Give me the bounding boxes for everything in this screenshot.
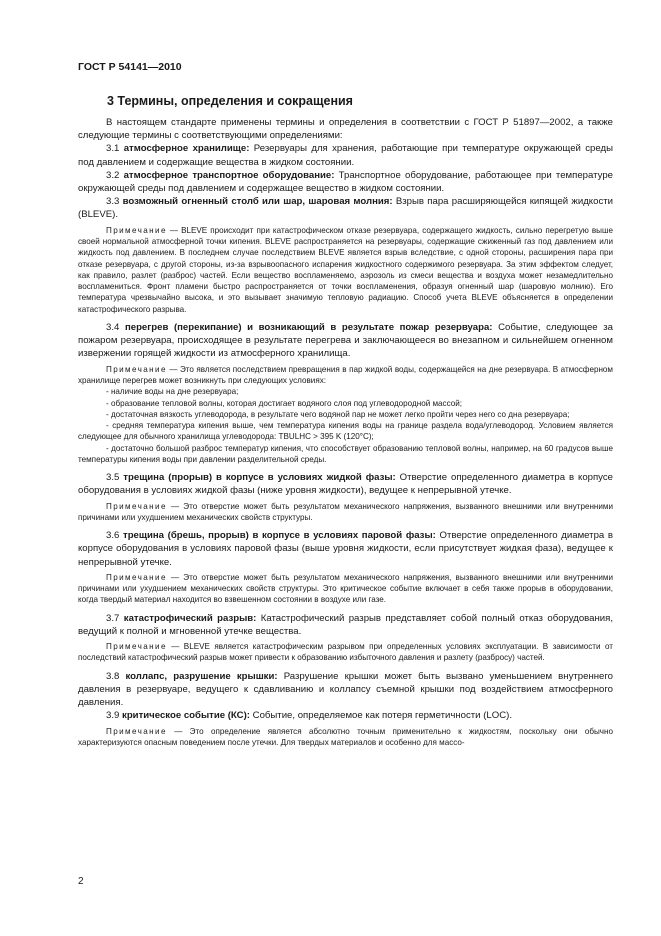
note-list-item: - средняя температура кипения выше, чем температура кипения воды на границе раздела вода/углеводород. Условием является следующее для обычного хранилища углеводорода: TBULHC > 395 K (120°C);	[78, 421, 613, 442]
note-list-item: - достаточная вязкость углеводорода, в результате чего водяной пар не может легко пройти через него со дна резервуара;	[106, 409, 570, 419]
term-title: возможный огненный столб или шар, шаровая молния:	[122, 196, 393, 208]
term-3-3: 3.3 возможный огненный столб или шар, шаровая молния: Взрыв пара расширяющейся кипящей жидкости (BLEVE).	[78, 196, 613, 221]
standard-header: ГОСТ Р 54141—2010	[78, 61, 182, 73]
term-3-1: 3.1 атмосферное хранилище: Резервуары для хранения, работающие при температуре окружающей среды под давлением и содержащие вещества в жидком состоянии.	[78, 143, 613, 168]
note-3-5: Примечание — Это отверстие может быть результатом механического напряжения, вызванного внешними или внутренними причинами или ухудшением механических свойств структуры.	[78, 501, 613, 522]
term-title: катастрофический разрыв:	[123, 612, 257, 624]
term-3-7: 3.7 катастрофический разрыв: Катастрофический разрыв представляет собой полный отказ оборудования, ведущий к полной и мгновенной утечке вещества.	[78, 612, 614, 637]
note-3-9: Примечание — Это определение является абсолютно точным применительно к жидкостям, поскольку они обычно характеризуются опасным поведением после утечки. Для твердых материалов и особенно для массо-	[78, 726, 613, 747]
term-3-4: 3.4 перегрев (перекипание) и возникающий в результате пожар резервуара: Событие, следующее за пожаром резервуара, происходящее в результате перегрева и заключающееся во внезапном и сильнейшем огненном извержении горящей жидкости из атмосферного хранилища.	[78, 322, 613, 360]
intro-paragraph: В настоящем стандарте применены термины и определения в соответствии с ГОСТ Р 51897—2002, а также следующие термины с соответствующими определениями:	[78, 117, 613, 142]
term-title: атмосферное хранилище:	[123, 143, 250, 155]
note-3-6: Примечание — Это отверстие может быть результатом механического напряжения, вызванного внешними или внутренними причинами или ухудшением механических свойств структуры. Это критическое событие включает в себя также прорыв в оборудовании, когда твердый материал находится во взвешенном состоянии в воздухе или газе.	[78, 572, 613, 605]
note-list-item: - достаточно большой разброс температур кипения, что способствует образованию тепловой волны, например, на 60 градусов выше температуры кипения воды при давлении разделительной среды.	[78, 443, 613, 464]
section-title: 3 Термины, определения и сокращения	[107, 94, 353, 108]
term-3-8: 3.8 коллапс, разрушение крышки: Разрушение крышки может быть вызвано уменьшением внутреннего давления в резервуаре, ведущего к сдавливанию и коллапсу съемной крышки под воздействием атмосферного давления.	[78, 670, 613, 709]
note-list-item: - наличие воды на дне резервуара;	[106, 387, 239, 397]
page-number: 2	[78, 876, 84, 887]
document-body	[78, 116, 613, 748]
note-3-4: Примечание — Это является последствием превращения в пар жидкой воды, содержащейся на дне резервуара. В атмосферном хранилище перегрев может возникнуть при следующих условиях:	[78, 364, 613, 385]
term-3-5: 3.5 трещина (прорыв) в корпусе в условиях жидкой фазы: Отверстие определенного диаметра в корпусе оборудования в условиях жидкой фазы (ниже уровня жидкости), ведущее к непрерывной утечке.	[78, 472, 614, 497]
note-list-item: - образование тепловой волны, которая достигает водяного слоя под углеводородной массой;	[106, 398, 462, 408]
note-3-7: Примечание — BLEVE является катастрофическим разрывом при определенных условиях эксплуатации. В зависимости от последствий катастрофический разрыв может привести к образованию избыточного давления и разлету (разбросу) частей.	[78, 642, 613, 663]
term-3-2: 3.2 атмосферное транспортное оборудование: Транспортное оборудование, работающее при температуре окружающей среды под давлением и содержащее вещество в жидком состоянии.	[78, 169, 614, 195]
term-title: атмосферное транспортное оборудование:	[123, 169, 335, 181]
note-3-3: Примечание — BLEVE происходит при катастрофическом отказе резервуара, содержащего жидкость, сильно перегретую выше своей нормальной атмосферной точки кипения. BLEVE распространяется на резервуары, содержащие сжиженный газ под давлением или жидкость под давлением. В последнем случае последствием BLEVE является взрыв вследствие, с одной стороны, расширения пара при отказе резервуара, с другой стороны, из-за взрывоопасного испарения жидкостного содержимого резервуара. За этим эффектом следует, как правило, разлет (разброс) частей. Если вещество воспламеняемо, аэрозоль из смеси вещества и воздуха может незамедлительно воспламениться. Фронт пламени быстро распространяется от точки воспламенения, образуя огненный шар (шаровую молнию). Его температура чрезвычайно высока, и это вызывает значимую тепловую радиацию. Способ учета BLEVE объясняется в определении катастрофического разрыва.	[78, 225, 613, 314]
term-3-6: 3.6 трещина (брешь, прорыв) в корпусе в условиях паровой фазы: Отверстие определенного диаметра в корпусе оборудования в условиях паровой фазы (выше уровня жидкости, если присутствует жидкая фаза), ведущее к непрерывной утечке.	[78, 530, 613, 568]
term-title: трещина (брешь, прорыв) в корпусе в условиях паровой фазы:	[123, 530, 436, 542]
term-3-9: 3.9 критическое событие (КС): Событие, определяемое как потеря герметичности (LOC).	[106, 710, 512, 722]
term-title: коллапс, разрушение крышки:	[125, 670, 278, 682]
term-title: перегрев (перекипание) и возникающий в результате пожар резервуара:	[124, 322, 493, 333]
term-title: критическое событие (КС):	[122, 710, 250, 722]
term-title: трещина (прорыв) в корпусе в условиях жидкой фазы:	[123, 472, 396, 484]
